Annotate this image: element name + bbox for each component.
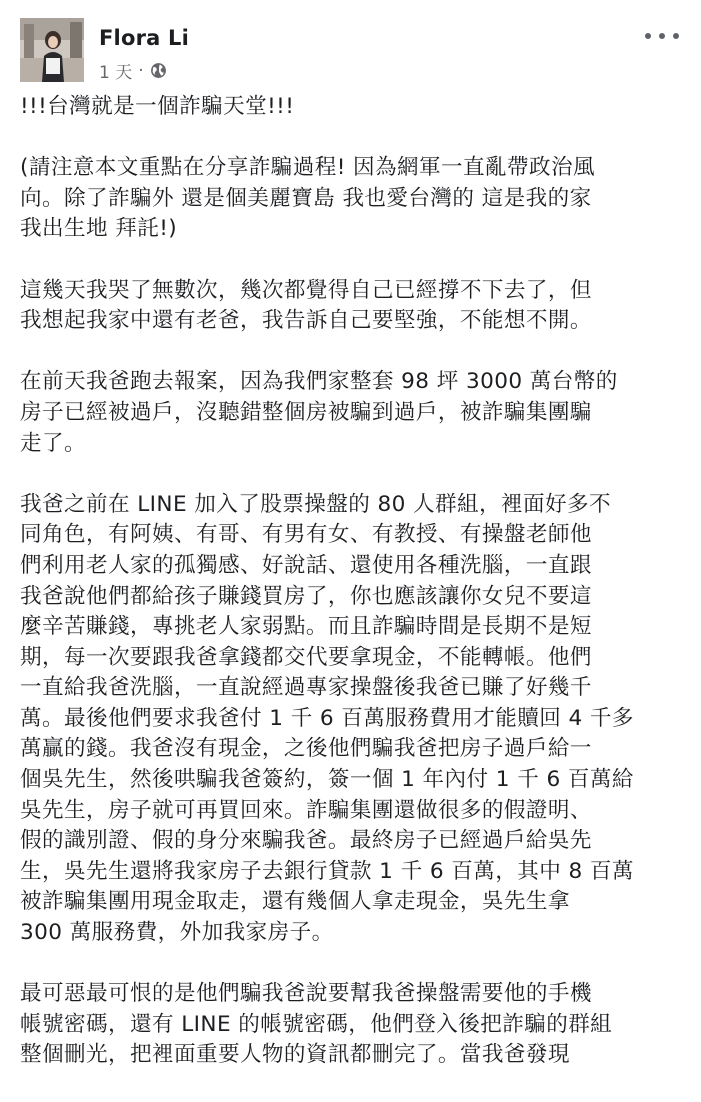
post-text-line: 我爸之前在 LINE 加入了股票操盤的 80 人群組，裡面好多不 bbox=[20, 491, 611, 517]
post-text-line: 們利用老人家的孤獨感、好說話、還使用各種洗腦，一直跟 bbox=[20, 552, 592, 578]
more-dot bbox=[673, 33, 679, 39]
post-text-line: 整個刪光，把裡面重要人物的資訊都刪完了。當我爸發現 bbox=[20, 1042, 570, 1068]
avatar-photo bbox=[20, 18, 84, 82]
post-timestamp[interactable]: 1 天 bbox=[99, 63, 133, 83]
post-text-line: 一直給我爸洗腦，一直說經過專家操盤後我爸已賺了好幾千 bbox=[20, 675, 592, 701]
post-text-line: 我想起我家中還有老爸，我告訴自己要堅強，不能想不開。 bbox=[20, 308, 592, 334]
avatar[interactable] bbox=[20, 18, 84, 82]
post-header bbox=[20, 18, 681, 84]
post-text-line: 假的識別證、假的身分來騙我爸。最終房子已經過戶給吳先 bbox=[20, 828, 592, 854]
globe-icon[interactable] bbox=[150, 62, 167, 79]
post-text-line: !!!台灣就是一個詐騙天堂!!! bbox=[20, 94, 295, 119]
post-text-line: 這幾天我哭了無數次，幾次都覺得自己已經撐不下去了，但 bbox=[20, 277, 592, 303]
post-text-line: 吳先生，房子就可再買回來。詐騙集團還做很多的假證明、 bbox=[20, 797, 592, 823]
more-dot bbox=[645, 33, 651, 39]
post-text-line: 走了。 bbox=[20, 430, 86, 456]
post-paragraph bbox=[20, 153, 684, 245]
post-text-line: 萬贏的錢。我爸沒有現金，之後他們騙我爸把房子過戶給一 bbox=[20, 736, 592, 762]
post-paragraph bbox=[20, 276, 684, 337]
post-text-line: 生，吳先生還將我家房子去銀行貸款 1 千 6 百萬，其中 8 百萬 bbox=[20, 858, 634, 884]
post-text-line: 我爸說他們都給孩子賺錢買房了，你也應該讓你女兒不要這 bbox=[20, 583, 592, 609]
post-text-line: 個吳先生，然後哄騙我爸簽約，簽一個 1 年內付 1 千 6 百萬給 bbox=[20, 767, 634, 793]
post-text-line: 被詐騙集團用現金取走，還有幾個人拿走現金，吳先生拿 bbox=[20, 889, 570, 915]
post-text-line: 萬。最後他們要求我爸付 1 千 6 百萬服務費用才能贖回 4 千多 bbox=[20, 705, 634, 731]
post-paragraph bbox=[20, 92, 684, 123]
author-name[interactable]: Flora Li bbox=[99, 26, 189, 50]
post-meta bbox=[99, 58, 167, 83]
post-text-line: 我出生地 拜託!) bbox=[20, 216, 178, 242]
more-options-icon[interactable] bbox=[645, 26, 679, 46]
post-text-line: 房子已經被過戶，沒聽錯整個房被騙到過戶，被詐騙集團騙 bbox=[20, 399, 592, 425]
post-text-line: 向。除了詐騙外 還是個美麗寶島 我也愛台灣的 這是我的家 bbox=[20, 185, 592, 211]
meta-separator: · bbox=[138, 60, 144, 81]
post-text-line: 最可惡最可恨的是他們騙我爸說要幫我爸操盤需要他的手機 bbox=[20, 981, 592, 1007]
post-paragraph bbox=[20, 490, 684, 949]
post-text-line: 在前天我爸跑去報案，因為我們家整套 98 坪 3000 萬台幣的 bbox=[20, 369, 618, 395]
post-paragraph bbox=[20, 979, 684, 1071]
post-text-line: (請注意本文重點在分享詐騙過程! 因為網軍一直亂帶政治風 bbox=[20, 155, 595, 181]
post-paragraph bbox=[20, 367, 684, 459]
post-text-line: 同角色，有阿姨、有哥、有男有女、有教授、有操盤老師他 bbox=[20, 522, 592, 548]
post-text-line: 300 萬服務費，外加我家房子。 bbox=[20, 920, 334, 946]
post-text-line: 期，每一次要跟我爸拿錢都交代要拿現金，不能轉帳。他們 bbox=[20, 644, 592, 670]
post-text-line: 麼辛苦賺錢，專挑老人家弱點。而且詐騙時間是長期不是短 bbox=[20, 614, 592, 640]
post-text-line: 帳號密碼，還有 LINE 的帳號密碼，他們登入後把詐騙的群組 bbox=[20, 1011, 613, 1037]
more-dot bbox=[659, 33, 665, 39]
post-body bbox=[20, 92, 684, 1102]
